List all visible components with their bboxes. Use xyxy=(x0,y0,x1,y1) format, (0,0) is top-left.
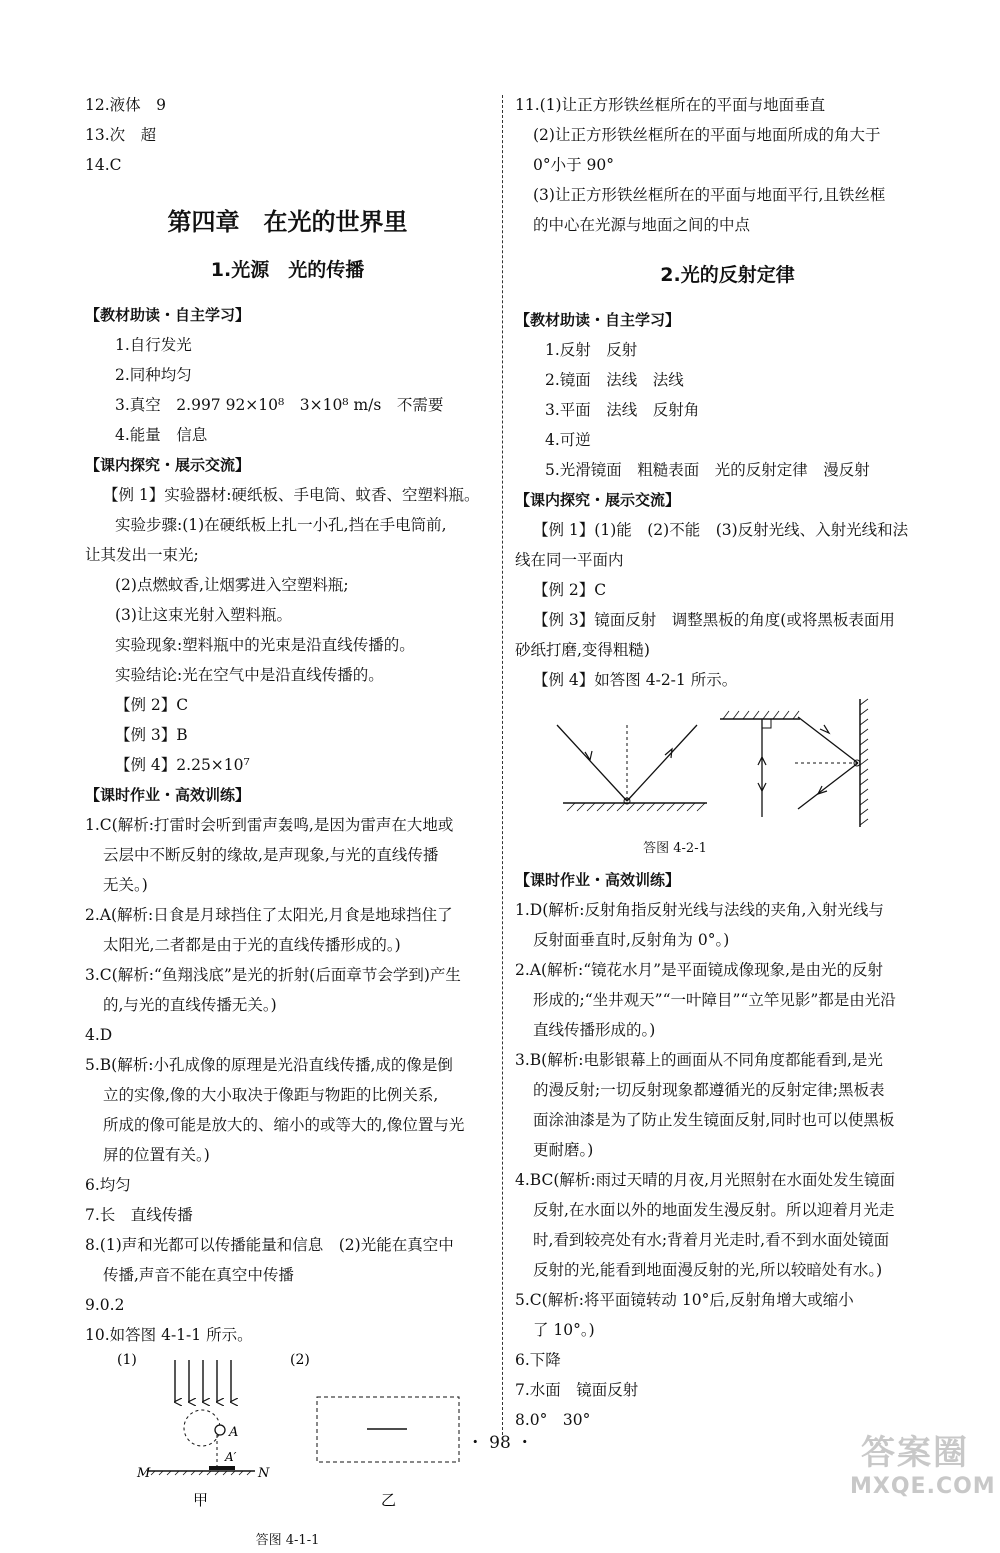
answer-line: 反射的光,能看到地面漫反射的光,所以较暗处有水。) xyxy=(533,1261,883,1279)
answer-line: 1.C(解析:打雷时会听到雷声轰鸣,是因为雷声在大地或 xyxy=(85,816,454,834)
answer-line: 11.(1)让正方形铁丝框所在的平面与地面垂直 xyxy=(515,96,826,114)
arrow-head-incident xyxy=(585,751,592,760)
answer-line: 【例 1】(1)能 (2)不能 (3)反射光线、入射光线和法 xyxy=(533,521,909,539)
answer-line: (3)让正方形铁丝框所在的平面与地面平行,且铁丝框 xyxy=(533,186,886,204)
answer-line: 的漫反射;一切反射现象都遵循光的反射定律;黑板表 xyxy=(533,1081,885,1099)
watermark-line1: 答案圈 xyxy=(861,1433,969,1473)
answer-line: 1.自行发光 xyxy=(115,336,192,354)
left-column xyxy=(85,90,490,1553)
answer-line: 面涂油漆是为了防止发生镜面反射,同时也可以使黑板 xyxy=(533,1111,895,1129)
point-m-label: M xyxy=(137,1466,151,1481)
answer-line: 云层中不断反射的缘故,是声现象,与光的直线传播 xyxy=(103,846,439,864)
answer-line: (3)让这束光射入塑料瓶。 xyxy=(115,606,292,624)
answer-line: 【例 2】C xyxy=(533,581,607,599)
answer-line: 3.B(解析:电影银幕上的画面从不同角度都能看到,是光 xyxy=(515,1051,883,1069)
watermark-logo xyxy=(850,1425,996,1499)
answer-line: 2.A(解析:“镜花水月”是平面镜成像现象,是由光的反射 xyxy=(515,961,884,979)
answer-line: 【例 3】B xyxy=(115,726,188,744)
section-heading: 【课内探究・展示交流】 xyxy=(85,456,251,474)
answer-line: 9.0.2 xyxy=(85,1296,125,1314)
answer-line: 反射,在水面以外的地面发生漫反射。所以迎着月光走 xyxy=(533,1201,895,1219)
figure-4-2-1 xyxy=(515,695,940,833)
answer-line: 2.A(解析:日食是月球挡住了太阳光,月食是地球挡住了 xyxy=(85,906,453,924)
answer-line: 4.D xyxy=(85,1026,113,1044)
answer-line: 3.C(解析:“鱼翔浅底”是光的折射(后面章节会学到)产生 xyxy=(85,966,461,984)
answer-line: 的,与光的直线传播无关。) xyxy=(103,996,277,1014)
answer-line: 立的实像,像的大小取决于像距与物距的比例关系, xyxy=(103,1086,439,1104)
answer-line: 太阳光,二者都是由于光的直线传播形成的。) xyxy=(103,936,401,954)
answer-line: 【例 4】如答图 4-2-1 所示。 xyxy=(533,671,738,689)
answer-line: 5.C(解析:将平面镜转动 10°后,反射角增大或缩小 xyxy=(515,1291,854,1309)
answer-line: 13.次 超 xyxy=(85,126,157,144)
watermark-line2: MXQE.COM xyxy=(850,1474,996,1499)
mirror-hatch xyxy=(567,803,705,811)
answer-line: 实验结论:光在空气中是沿直线传播的。 xyxy=(115,666,384,684)
answer-line: 7.水面 镜面反射 xyxy=(515,1381,639,1399)
right-column xyxy=(515,90,940,1435)
answer-line: 时,看到较亮处有水;背着月光走时,看不到水面处镜面 xyxy=(533,1231,890,1249)
answer-line: 8.(1)声和光都可以传播能量和信息 (2)光能在真空中 xyxy=(85,1236,454,1254)
section-title: 1.光源 光的传播 xyxy=(210,259,365,281)
mirror-hatch xyxy=(860,699,868,825)
answer-line: 1.D(解析:反射角指反射光线与法线的夹角,入射光线与 xyxy=(515,901,884,919)
answer-line: 5.B(解析:小孔成像的原理是光沿直线传播,成的像是倒 xyxy=(85,1056,453,1074)
answer-line: 4.可逆 xyxy=(545,431,591,449)
answer-line: (2)点燃蚊香,让烟雾进入空塑料瓶; xyxy=(115,576,349,594)
answer-line: 直线传播形成的。) xyxy=(533,1021,656,1039)
incident-ray xyxy=(798,717,858,763)
answer-line: 无关。) xyxy=(103,876,148,894)
answer-line: 12.液体 9 xyxy=(85,96,167,114)
answer-line: 6.均匀 xyxy=(85,1176,131,1194)
answer-line: 形成的;“坐井观天”“一叶障目”“立竿见影”都是由光沿 xyxy=(533,991,896,1009)
answer-line: 10.如答图 4-1-1 所示。 xyxy=(85,1326,253,1344)
answer-line: 实验步骤:(1)在硬纸板上扎一小孔,挡在手电筒前, xyxy=(115,516,447,534)
answer-line: 0°小于 90° xyxy=(533,156,615,174)
answer-line: 的中心在光源与地面之间的中点 xyxy=(533,216,751,234)
answer-line: 【例 3】镜面反射 调整黑板的角度(或将黑板表面用 xyxy=(533,611,895,629)
page-number: ・ 98 ・ xyxy=(466,1433,534,1453)
figure-caption: 答图 4-1-1 xyxy=(255,1533,320,1548)
answer-line: 传播,声音不能在真空中传播 xyxy=(103,1266,294,1284)
answer-line: 更耐磨。) xyxy=(533,1141,594,1159)
mirror-hatch xyxy=(723,711,799,719)
right-angle-mark xyxy=(762,719,771,728)
answer-line: 实验现象:塑料瓶中的光束是沿直线传播的。 xyxy=(115,636,415,654)
answer-line: 7.长 直线传播 xyxy=(85,1206,193,1224)
answer-line: 2.同种均匀 xyxy=(115,366,192,384)
answer-line: 让其发出一束光; xyxy=(85,546,199,564)
reflection-diagram-1 xyxy=(557,725,707,811)
answer-line: 所成的像可能是放大的、缩小的或等大的,像位置与光 xyxy=(103,1116,465,1134)
answer-line: 屏的位置有关。) xyxy=(103,1146,210,1164)
section-heading: 【教材助读・自主学习】 xyxy=(515,311,681,329)
answer-line: 反射面垂直时,反射角为 0°。) xyxy=(533,931,730,949)
section-title: 2.光的反射定律 xyxy=(660,264,795,286)
section-heading: 【教材助读・自主学习】 xyxy=(85,306,251,324)
column-divider xyxy=(502,95,503,1445)
section-heading: 【课内探究・展示交流】 xyxy=(515,491,681,509)
answer-line: 【例 2】C xyxy=(115,696,189,714)
sub-label-yi: 乙 xyxy=(381,1491,397,1509)
reflection-diagram-3 xyxy=(795,699,868,827)
point-a-prime-label: A′ xyxy=(225,1450,237,1464)
light-rays xyxy=(175,1360,231,1402)
answer-line: 4.BC(解析:雨过天晴的月夜,月光照射在水面处发生镜面 xyxy=(515,1171,896,1189)
reflected-ray xyxy=(798,763,858,809)
figure-label-1: (1) xyxy=(117,1352,137,1368)
sub-label-jia: 甲 xyxy=(193,1491,209,1509)
answer-line: 4.能量 信息 xyxy=(115,426,208,444)
shadow-a-prime xyxy=(209,1466,235,1470)
reflected-ray xyxy=(627,725,697,801)
figure-caption: 答图 4-2-1 xyxy=(643,841,707,856)
incident-ray xyxy=(557,725,627,801)
point-n-label: N xyxy=(258,1466,270,1481)
chapter-title: 第四章 在光的世界里 xyxy=(167,208,408,236)
reflection-diagram-2 xyxy=(720,711,800,817)
answer-line: 8.0° 30° xyxy=(515,1411,591,1429)
answer-line: 线在同一平面内 xyxy=(515,551,624,569)
answer-line: 1.反射 反射 xyxy=(545,341,638,359)
point-a-label: A xyxy=(229,1425,239,1440)
top-answers xyxy=(85,90,490,180)
answer-line: 砂纸打磨,变得粗糙) xyxy=(515,641,650,659)
answer-line: 6.下降 xyxy=(515,1351,561,1369)
answer-line: 5.光滑镜面 粗糙表面 光的反射定律 漫反射 xyxy=(545,461,870,479)
answer-line: (2)让正方形铁丝框所在的平面与地面所成的角大于 xyxy=(533,126,881,144)
section-heading: 【课时作业・高效训练】 xyxy=(85,786,251,804)
arrow-head-incident xyxy=(820,725,829,733)
answer-line: 2.镜面 法线 法线 xyxy=(545,371,684,389)
answer-line: 【例 1】实验器材:硬纸板、手电筒、蚊香、空塑料瓶。 xyxy=(103,486,480,504)
answer-line: 3.平面 法线 反射角 xyxy=(545,401,700,419)
section-heading: 【课时作业・高效训练】 xyxy=(515,871,681,889)
figure-label-2: (2) xyxy=(290,1352,310,1368)
answer-line: 14.C xyxy=(85,156,122,174)
answer-line: 【例 4】2.25×10⁷ xyxy=(115,756,250,774)
answer-line: 了 10°。) xyxy=(533,1321,595,1339)
answer-line: 3.真空 2.997 92×10⁸ 3×10⁸ m/s 不需要 xyxy=(115,396,444,414)
